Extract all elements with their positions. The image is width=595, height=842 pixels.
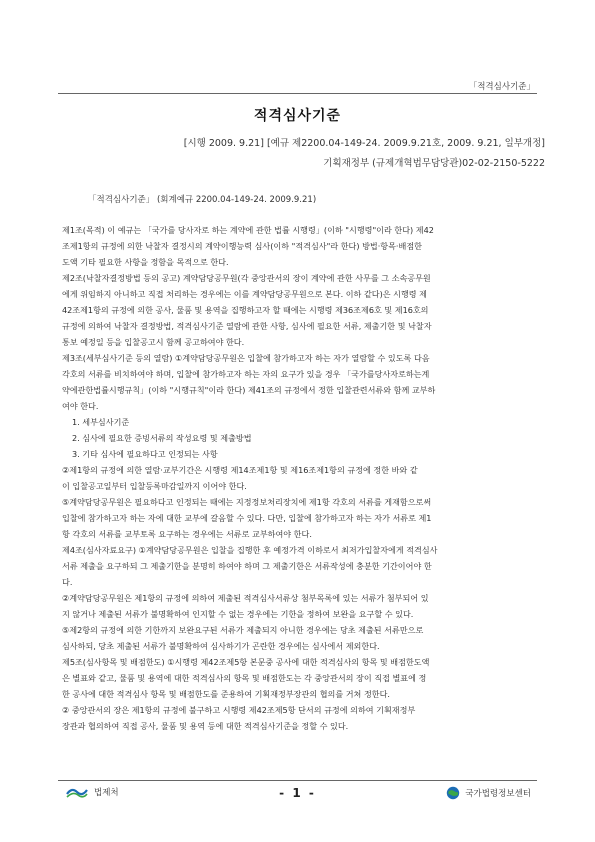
- body-line: ⑤계약담당공무원은 필요하다고 인정되는 때에는 지정정보처리장치에 제1항 각호의 서류를 게재함으로써: [62, 497, 432, 507]
- body-line: 조제1항의 규정에 의한 낙찰자 결정시의 계약이행능력 심사(이하 "적격심사"라 한다) 방법·항목·배점한: [62, 241, 422, 251]
- footer-right: [446, 786, 531, 800]
- body-line: 지 않거나 제출된 서류가 불명확하여 인지할 수 없는 경우에는 기한을 정하여 보완을 요구할 수 있다.: [62, 609, 414, 619]
- article-block-2: [62, 462, 532, 734]
- body-line: 제2조(낙찰자결정방법 등의 공고) 계약담당공무원(각 중앙관서의 장이 계약에 관한 사무를 그 소속공무원: [62, 273, 431, 283]
- footer-left-label: 법제처: [94, 788, 119, 798]
- body-line: 항 각호의 서류를 교부토록 요구하는 경우에는 서류로 교부하여야 한다.: [62, 529, 312, 539]
- body-line: 규정에 의하여 낙찰자 결정방법, 적격심사기준 열람에 관한 사항, 심사에 필요한 서류, 제출기한 및 낙찰자: [62, 321, 432, 331]
- document-body: [62, 222, 532, 734]
- body-line: 제5조(심사항목 및 배점한도) ①시행령 제42조제5항 본문중 공사에 대한 적격심사의 항목 및 배점한도액: [62, 657, 430, 667]
- ministry-contact: 기획재정부 (규제개혁법무담당관)02-02-2150-5222: [323, 158, 545, 169]
- body-line: ②제1항의 규정에 의한 열람·교부기간은 시행령 제14조제1항 및 제16조제1항의 규정에 정한 바와 같: [62, 465, 418, 475]
- list-item: 1. 세부심사기준: [72, 417, 130, 427]
- body-line: 제4조(심사자료요구) ①계약담당공무원은 입찰을 집행한 후 예정가격 이하로서 최저가입찰자에게 적격심사: [62, 545, 438, 555]
- body-line: 이 입찰공고일부터 입찰등록마감일까지 이어야 한다.: [62, 481, 247, 491]
- list-item: 3. 기타 심사에 필요하다고 인정되는 사항: [72, 449, 218, 459]
- header-divider: [58, 93, 537, 94]
- body-line: 제3조(세부심사기준 등의 열람) ①계약담당공무원은 입찰에 참가하고자 하는 자가 열람할 수 있도록 다음: [62, 353, 430, 363]
- list-item: 2. 심사에 필요한 증빙서류의 작성요령 및 제출방법: [72, 433, 252, 443]
- body-line: 여야 한다.: [62, 401, 99, 411]
- body-line: ⑤제2항의 규정에 의한 기한까지 보완요구된 서류가 제출되지 아니한 경우에는 당초 제출된 서류만으로: [62, 625, 424, 635]
- body-line: 통보 예정일 등을 입찰공고시 함께 공고하여야 한다.: [62, 337, 245, 347]
- body-line: 약에관한법률시행규칙」(이하 "시행규칙"이라 한다) 제41조의 규정에서 정한 입찰관련서류와 함께 교부하: [62, 385, 436, 395]
- body-line: 은 별표와 같고, 물품 및 용역에 대한 적격심사의 항목 및 배점한도는 각 중앙관서의 장이 직접 별표에 정: [62, 673, 427, 683]
- page-footer: [58, 786, 537, 804]
- body-line: 입찰에 참가하고자 하는 자에 대한 교부에 갈음할 수 있다. 다만, 입찰에 참가하고자 하는 자가 서류로 제1: [62, 513, 432, 523]
- body-line: ② 중앙관서의 장은 제1항의 규정에 불구하고 시행령 제42조제5항 단서의 규정에 의하여 기획재정부: [62, 705, 416, 715]
- body-line: 장관과 협의하여 직접 공사, 물품 및 용역 등에 대한 적격심사기준을 정할 수 있다.: [62, 721, 349, 731]
- footer-divider: [58, 780, 537, 781]
- body-line: 제1조(목적) 이 예규는 「국가를 당사자로 하는 계약에 관한 법률 시행령」(이하 "시행령"이라 한다) 제42: [62, 225, 434, 235]
- running-header-tag: 「적격심사기준」: [468, 82, 535, 92]
- globe-logo-icon: [446, 786, 460, 800]
- page-number: - 1 -: [279, 786, 316, 800]
- body-line: 한 공사에 대한 적격심사 항목 및 배점한도를 준용하여 기획재정부장관의 협의를 거쳐 정한다.: [62, 689, 390, 699]
- article-block-1: [62, 222, 532, 414]
- body-line: 도액 기타 필요한 사항을 정함을 목적으로 한다.: [62, 257, 229, 267]
- regulation-subheader: 「적격심사기준」 (회계예규 2200.04-149-24. 2009.9.21): [88, 195, 317, 205]
- body-line: 에게 위임하지 아니하고 직접 처리하는 경우에는 이를 계약담당공무원으로 본다. 이하 같다)은 시행령 제: [62, 289, 427, 299]
- document-title: 적격심사기준: [253, 108, 342, 124]
- list-block: [62, 414, 532, 462]
- body-line: 각호의 서류를 비치하여야 하며, 입찰에 참가하고자 하는 자의 요구가 있을 경우 「국가를당사자로하는계: [62, 369, 430, 379]
- footer-right-label: 국가법령정보센터: [465, 789, 531, 799]
- body-line: 다.: [62, 577, 73, 587]
- enforcement-info: [시행 2009. 9.21] [예규 제2200.04-149-24. 2009.9.21호, 2009. 9.21, 일부개정]: [183, 138, 545, 149]
- body-line: ②계약담당공무원은 제1항의 규정에 의하여 제출된 적격심사서류상 첨부목록에 있는 서류가 첨부되어 있: [62, 593, 429, 603]
- body-line: 심사하되, 당초 제출된 서류가 불명확하여 심사하기가 곤란한 경우에는 심사에서 제외한다.: [62, 641, 380, 651]
- body-line: 42조제1항의 규정에 의한 공사, 물품 및 용역을 집행하고자 할 때에는 시행령 제36조제6호 및 제16호의: [62, 305, 429, 315]
- body-line: 서류 제출을 요구하되 그 제출기한을 분명히 하여야 하며 그 제출기한은 서류작성에 충분한 기간이어야 한: [62, 561, 432, 571]
